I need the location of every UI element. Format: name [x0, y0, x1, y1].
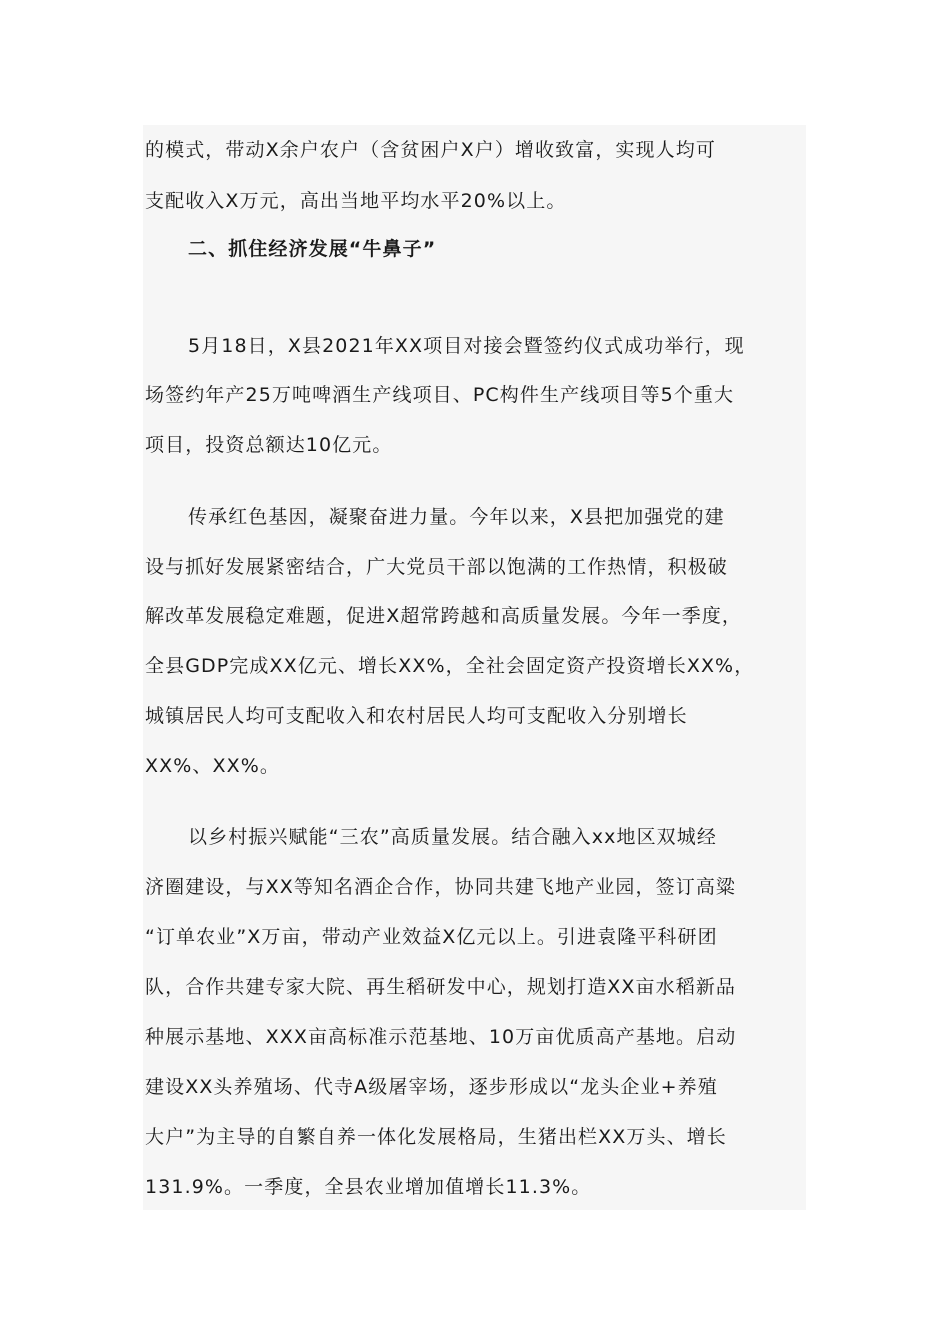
paragraph-line: 队，合作共建专家大院、再生稻研发中心，规划打造XX亩水稻新品 — [145, 976, 737, 998]
paragraph-line: 济圈建设，与XX等知名酒企合作，协同共建飞地产业园，签订高粱 — [145, 876, 737, 898]
paragraph-line: 以乡村振兴赋能“三农”高质量发展。结合融入xx地区双城经 — [188, 826, 717, 848]
paragraph-line: 解改革发展稳定难题，促进X超常跨越和高质量发展。今年一季度， — [145, 605, 743, 627]
paragraph-line: 设与抓好发展紧密结合，广大党员干部以饱满的工作热情，积极破 — [145, 556, 728, 578]
paragraph-line: 场签约年产25万吨啤酒生产线项目、PC构件生产线项目等5个重大 — [145, 384, 735, 406]
paragraph-line: 种展示基地、XXX亩高标准示范基地、10万亩优质高产基地。启动 — [145, 1026, 737, 1048]
paragraph-line: “订单农业”X万亩，带动产业效益X亿元以上。引进袁隆平科研团 — [145, 926, 718, 948]
section-heading: 二、抓住经济发展“牛鼻子” — [188, 238, 437, 260]
paragraph-line: 大户”为主导的自繁自养一体化发展格局，生猪出栏XX万头、增长 — [145, 1126, 727, 1148]
paragraph-line: 131.9%。一季度，全县农业增加值增长11.3%。 — [145, 1176, 592, 1198]
paragraph-line: 项目，投资总额达10亿元。 — [145, 434, 393, 456]
paragraph-line: 建设XX头养殖场、代寺A级屠宰场，逐步形成以“龙头企业+养殖 — [145, 1076, 718, 1098]
paragraph-line: 传承红色基因，凝聚奋进力量。今年以来，X县把加强党的建 — [188, 506, 725, 528]
paragraph-line: XX%、XX%。 — [145, 755, 280, 777]
paragraph-line: 支配收入X万元，高出当地平均水平20%以上。 — [145, 190, 567, 212]
paragraph-line: 城镇居民人均可支配收入和农村居民人均可支配收入分别增长 — [145, 705, 688, 727]
paragraph-line: 全县GDP完成XX亿元、增长XX%，全社会固定资产投资增长XX%， — [145, 655, 755, 677]
paragraph-line: 5月18日，X县2021年XX项目对接会暨签约仪式成功举行，现 — [188, 335, 745, 357]
paragraph-line: 的模式，带动X余户农户（含贫困户X户）增收致富，实现人均可 — [145, 139, 716, 161]
